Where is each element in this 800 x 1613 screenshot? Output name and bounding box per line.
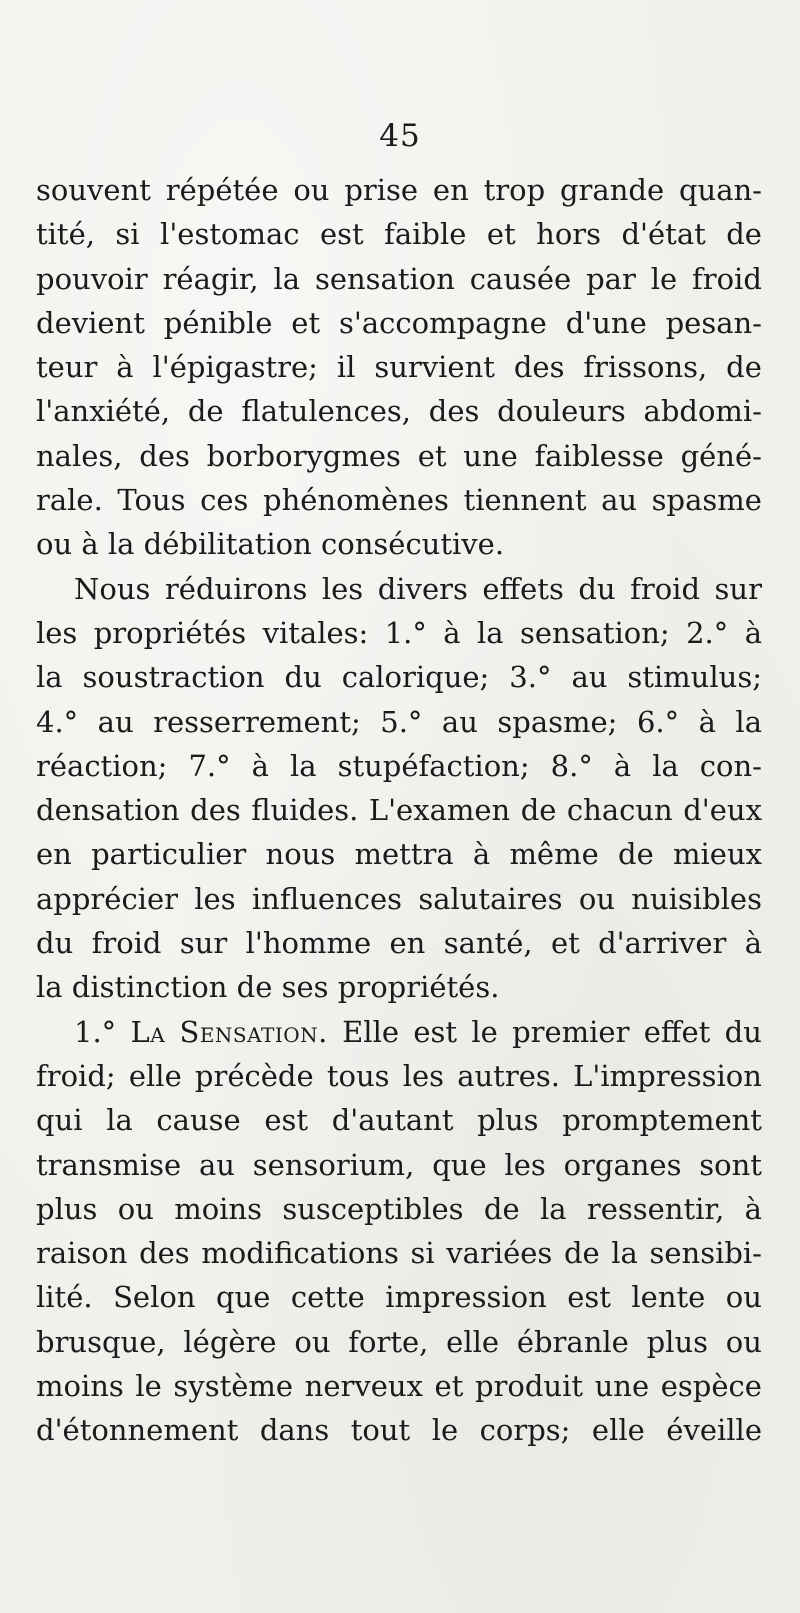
- word: 1.°: [74, 1014, 117, 1049]
- word: des: [139, 1236, 190, 1271]
- word: La: [130, 1014, 166, 1049]
- word: lité.: [36, 1280, 93, 1315]
- word: Tous: [117, 483, 186, 518]
- word: rale.: [36, 483, 103, 518]
- word: et: [291, 305, 321, 340]
- text-line: [36, 832, 762, 876]
- text-line: [36, 921, 762, 965]
- word: réaction;: [36, 748, 168, 783]
- word: la: [735, 704, 762, 739]
- word: la: [539, 1191, 567, 1226]
- word: propriétés.: [337, 970, 500, 1005]
- word: faiblesse: [534, 438, 664, 473]
- text-line: [36, 877, 762, 921]
- word: trop: [483, 173, 546, 207]
- word: sensation;: [519, 615, 670, 650]
- word: d'autant: [331, 1103, 454, 1138]
- word: transmise: [36, 1147, 182, 1182]
- text-line: [36, 1010, 762, 1054]
- word: du: [36, 926, 74, 961]
- word: ou: [36, 527, 73, 562]
- text-line: [36, 1054, 762, 1098]
- word: chacun: [566, 793, 673, 828]
- text-line: [36, 700, 762, 744]
- word: frissons,: [583, 350, 708, 385]
- word: devient: [36, 305, 145, 340]
- word: est: [319, 217, 364, 252]
- text-line: [36, 478, 762, 522]
- word: les: [402, 1058, 445, 1093]
- word: réagir,: [162, 261, 259, 296]
- word: sur: [179, 926, 228, 961]
- word: le: [431, 1413, 459, 1448]
- word: susceptibles: [282, 1191, 464, 1226]
- word: causée: [469, 261, 572, 296]
- word: L'impression: [573, 1058, 762, 1093]
- word: promptement: [562, 1103, 762, 1138]
- word: est: [413, 1014, 458, 1049]
- word: froid: [692, 261, 762, 296]
- word: réduirons: [164, 571, 308, 606]
- word: faible: [384, 217, 467, 252]
- word: mieux: [673, 837, 762, 872]
- word: grande: [559, 173, 665, 207]
- word: plus: [646, 1324, 709, 1359]
- word: du: [724, 1014, 762, 1049]
- text-line: [36, 168, 762, 212]
- word: que: [432, 1147, 487, 1182]
- word: de: [483, 1191, 520, 1226]
- word: est: [264, 1103, 309, 1138]
- text-line: [36, 522, 762, 566]
- word: modifications: [201, 1236, 399, 1271]
- word: tité,: [36, 217, 95, 252]
- word: du: [284, 660, 322, 695]
- word: le: [135, 1369, 162, 1404]
- word: spasme;: [497, 704, 618, 739]
- word: souvent: [36, 173, 151, 207]
- word: survient: [374, 350, 495, 385]
- text-line: [36, 1187, 762, 1231]
- word: à: [81, 527, 99, 562]
- word: qui: [36, 1103, 83, 1138]
- word: des: [428, 394, 480, 429]
- word: raison: [36, 1236, 128, 1271]
- word: nous: [265, 837, 336, 872]
- word: organes: [563, 1147, 682, 1182]
- word: particulier: [91, 837, 247, 872]
- word: système: [173, 1369, 294, 1404]
- word: que: [215, 1280, 271, 1315]
- word: Elle: [342, 1014, 400, 1049]
- word: elle: [446, 1324, 500, 1359]
- word: mettra: [354, 837, 454, 872]
- word: ses: [281, 970, 329, 1005]
- word: Sensation.: [179, 1014, 328, 1049]
- word: la: [652, 748, 679, 783]
- text-line: [36, 345, 762, 389]
- word: 5.°: [380, 704, 423, 739]
- word: ou: [294, 1324, 331, 1359]
- word: si: [115, 217, 140, 252]
- word: la: [107, 527, 135, 562]
- word: le: [650, 261, 678, 296]
- word: pesan-: [665, 305, 762, 340]
- word: fluides.: [251, 793, 359, 828]
- word: ressentir,: [586, 1191, 725, 1226]
- word: de: [520, 793, 557, 828]
- word: moins: [36, 1369, 124, 1404]
- word: espèce: [660, 1369, 762, 1404]
- word: de: [618, 837, 654, 872]
- word: si: [410, 1236, 435, 1271]
- word: cette: [290, 1280, 365, 1315]
- word: au: [441, 704, 478, 739]
- word: ou: [578, 881, 615, 916]
- word: tout: [350, 1413, 411, 1448]
- word: légère: [183, 1324, 277, 1359]
- word: de: [726, 217, 762, 252]
- word: d'arriver: [598, 926, 727, 961]
- word: resserrement;: [153, 704, 361, 739]
- word: au: [199, 1147, 235, 1182]
- word: la: [36, 660, 63, 695]
- word: teur: [36, 350, 98, 385]
- word: prise: [344, 173, 419, 207]
- word: du: [578, 571, 616, 606]
- word: densation: [36, 793, 180, 828]
- word: la: [36, 970, 63, 1005]
- word: douleurs: [497, 394, 626, 429]
- word: au: [601, 483, 638, 518]
- text-line: [36, 1231, 762, 1275]
- word: une: [594, 1369, 650, 1404]
- word: en: [432, 173, 469, 207]
- text-line: [36, 788, 762, 832]
- word: autres.: [457, 1058, 560, 1093]
- word: au: [571, 660, 608, 695]
- word: des: [139, 438, 190, 473]
- word: cause: [156, 1103, 241, 1138]
- word: spasme: [651, 483, 762, 518]
- word: la: [106, 1103, 133, 1138]
- word: propriétés: [93, 615, 247, 650]
- word: de: [187, 394, 224, 429]
- word: lente: [631, 1280, 706, 1315]
- word: santé,: [443, 926, 533, 961]
- word: il: [336, 350, 356, 385]
- word: 6.°: [636, 704, 680, 739]
- word: à: [744, 1191, 762, 1226]
- word: une: [463, 438, 518, 473]
- word: dans: [259, 1413, 330, 1448]
- word: sensorium,: [252, 1147, 415, 1182]
- word: 8.°: [550, 748, 593, 783]
- word: effets: [482, 571, 564, 606]
- word: sont: [699, 1147, 762, 1182]
- word: par: [586, 261, 636, 296]
- word: con-: [699, 748, 762, 783]
- word: apprécier: [36, 881, 178, 916]
- word: s'accompagne: [338, 305, 547, 340]
- word: salutaires: [418, 881, 563, 916]
- word: ou: [117, 1191, 154, 1226]
- word: pénible: [163, 305, 273, 340]
- text-line: [36, 567, 762, 611]
- word: l'homme: [245, 926, 372, 961]
- word: en: [389, 926, 426, 961]
- word: même: [509, 837, 599, 872]
- word: soustraction: [82, 660, 265, 695]
- word: à: [698, 704, 716, 739]
- word: de: [236, 970, 273, 1005]
- word: ces: [200, 483, 249, 518]
- word: et: [434, 1369, 464, 1404]
- word: consécutive.: [321, 527, 505, 562]
- text-line: [36, 1408, 762, 1452]
- word: froid;: [36, 1058, 116, 1093]
- word: au: [97, 704, 134, 739]
- text-line: [36, 1098, 762, 1142]
- word: stupéfaction;: [337, 748, 530, 783]
- word: divers: [377, 571, 468, 606]
- word: de: [726, 350, 762, 385]
- word: phénomènes: [263, 483, 449, 518]
- word: d'étonnement: [36, 1413, 239, 1448]
- word: 2.°: [686, 615, 729, 650]
- word: corps;: [479, 1413, 571, 1448]
- word: ou: [293, 173, 330, 207]
- word: calorique;: [341, 660, 490, 695]
- word: flatulences,: [241, 394, 411, 429]
- text-line: [36, 1364, 762, 1408]
- word: la: [273, 261, 301, 296]
- text-line: [36, 1320, 762, 1364]
- word: sensation: [314, 261, 455, 296]
- text-line: [36, 1143, 762, 1187]
- word: à: [744, 615, 762, 650]
- text-line: [36, 1275, 762, 1319]
- text-line: [36, 434, 762, 478]
- word: est: [567, 1280, 611, 1315]
- word: Nous: [74, 571, 151, 606]
- text-line: [36, 965, 762, 1009]
- word: sensibi-: [649, 1236, 762, 1271]
- word: à: [251, 748, 269, 783]
- word: la: [611, 1236, 638, 1271]
- word: à: [613, 748, 632, 783]
- word: nuisibles: [631, 881, 762, 916]
- word: nerveux: [304, 1369, 423, 1404]
- word: de: [563, 1236, 600, 1271]
- word: d'état: [621, 217, 706, 252]
- word: tous: [326, 1058, 390, 1093]
- word: débilitation: [143, 527, 312, 562]
- word: la: [289, 748, 317, 783]
- word: influences: [251, 881, 403, 916]
- word: éveille: [666, 1413, 762, 1448]
- text-line: [36, 389, 762, 433]
- word: quan-: [678, 173, 762, 207]
- word: stimulus;: [627, 660, 762, 695]
- word: et: [550, 926, 580, 961]
- word: précède: [194, 1058, 314, 1093]
- word: froid: [630, 571, 701, 606]
- word: distinction: [71, 970, 228, 1005]
- text-line: [36, 301, 762, 345]
- word: abdomi-: [643, 394, 762, 429]
- word: les: [36, 615, 78, 650]
- word: plus: [477, 1103, 539, 1138]
- word: la: [476, 615, 504, 650]
- word: d'une: [565, 305, 647, 340]
- word: nales,: [36, 438, 123, 473]
- word: elle: [128, 1058, 182, 1093]
- word: tiennent: [463, 483, 587, 518]
- body-text: [36, 168, 762, 1453]
- word: à: [443, 615, 461, 650]
- word: L'examen: [368, 793, 511, 828]
- word: des: [190, 793, 241, 828]
- text-line: [36, 611, 762, 655]
- text-line: [36, 257, 762, 301]
- word: des: [513, 350, 565, 385]
- page-number: 45: [379, 118, 421, 154]
- word: et: [486, 217, 516, 252]
- word: forte,: [348, 1324, 429, 1359]
- word: à: [472, 837, 491, 872]
- text-line: [36, 655, 762, 699]
- word: 4.°: [36, 704, 79, 739]
- word: les: [504, 1147, 546, 1182]
- word: répétée: [165, 173, 279, 207]
- word: impression: [385, 1280, 547, 1315]
- word: variées: [446, 1236, 553, 1271]
- word: produit: [474, 1369, 583, 1404]
- word: pouvoir: [36, 261, 148, 296]
- word: sur: [714, 571, 762, 606]
- word: 1.°: [384, 615, 427, 650]
- word: géné-: [680, 438, 762, 473]
- word: les: [321, 571, 364, 606]
- word: plus: [36, 1191, 98, 1226]
- word: elle: [591, 1413, 645, 1448]
- word: premier: [512, 1014, 630, 1049]
- word: en: [36, 837, 72, 872]
- word: 7.°: [188, 748, 231, 783]
- word: l'anxiété,: [36, 394, 171, 429]
- word: ébranle: [516, 1324, 629, 1359]
- word: d'eux: [683, 793, 762, 828]
- word: ou: [725, 1280, 762, 1315]
- word: à: [744, 926, 762, 961]
- word: et: [417, 438, 447, 473]
- word: ou: [725, 1324, 762, 1359]
- word: borborygmes: [206, 438, 401, 473]
- word: hors: [536, 217, 602, 252]
- word: 3.°: [509, 660, 552, 695]
- word: l'épigastre;: [152, 350, 318, 385]
- text-line: [36, 744, 762, 788]
- word: effet: [643, 1014, 711, 1049]
- word: à: [116, 350, 134, 385]
- word: Selon: [113, 1280, 196, 1315]
- text-line: [36, 212, 762, 256]
- word: brusque,: [36, 1324, 166, 1359]
- word: vitales:: [262, 615, 369, 650]
- word: l'estomac: [160, 217, 300, 252]
- word: les: [194, 881, 236, 916]
- word: moins: [174, 1191, 262, 1226]
- word: froid: [91, 926, 162, 961]
- word: le: [471, 1014, 498, 1049]
